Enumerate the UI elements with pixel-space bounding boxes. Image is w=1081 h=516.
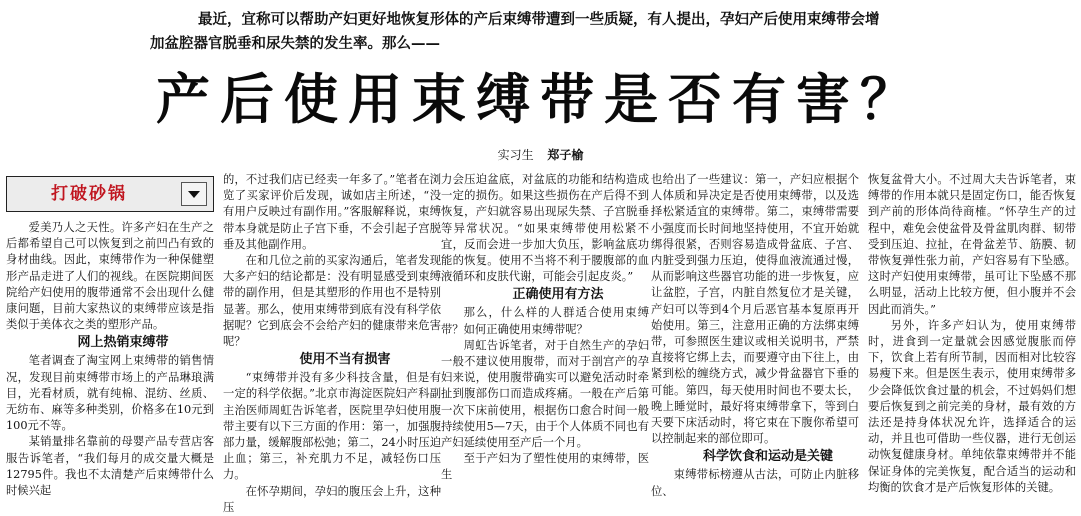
- section-heading: 科学饮食和运动是关键: [702, 449, 833, 465]
- paragraph: 恢复盆骨大小。不过周大夫告诉笔者，束缚带的作用本就只是固定伤口，能否恢复到产前的形体尚待商榷。“怀孕生产的过程中，难免会使盆骨及骨盆肌肉群、韧带受到压迫、拉扯，在骨盆差节、筋膜、韧带恢复弹性张力前，产妇容易有下坠感。这时产妇使用束缚带，虽可让下坠感不那么明显，活动上比较方便，但小腹并不会因此而消失。”: [868, 173, 1076, 316]
- paragraph: 爱美乃人之天性。许多产妇在生产之后都希望自己可以恢复到之前凹凸有致的身材曲线。因此，束缚带作为一种保健塑形产品走进了人们的视线。在医院期间医院给产妇使用的腹带通常不会出现什么健康问题，目前大家热议的束缚带应该是指类似于美体衣之类的塑形产品。: [6, 221, 214, 332]
- paragraph: 在怀孕期间，孕妇的腹压会上升，这种压: [223, 484, 441, 514]
- paragraph: “束缚带并没有多少科技含量，但是有一定的科学依据。”北京市海淀医院妇产科副主治医师周虹告诉笔者，医院里孕妇使用腹带主要有以下三方面的作用：第一，加强腹部力量，缓解腹部松弛；第二，24小时压迫止血；第三，补充肌力不足，减轻伤口压力。: [223, 371, 441, 482]
- paragraph: 某销量排名靠前的母婴产品专营店客服告诉笔者，“我们每月的成交量大概是12795件。我也不太清楚产后束缚带什么时候兴起: [6, 435, 214, 498]
- paragraph: 的，不过我们店已经卖一年多了。”笔者在浏览了买家评价后发现，诚如店主所述，“没有用户反映过有副作用。”客服解释说，束缚带本身就是防止子宫下垂，不会引起子宫脱垂及其他副作用。: [223, 173, 441, 251]
- column-3: [441, 172, 649, 480]
- paragraph: 至于产妇为了塑性使用的束缚带，医生: [441, 452, 649, 482]
- dropdown-button[interactable]: [181, 182, 207, 206]
- byline-author: 郑子榆: [547, 148, 584, 162]
- column-4: [651, 172, 859, 498]
- section-heading: 正确使用有方法: [512, 287, 604, 303]
- sidebar-box-title: 打破砂锅: [51, 184, 127, 204]
- column-5: [868, 172, 1076, 494]
- section-heading: 网上热销束缚带: [77, 335, 169, 351]
- paragraph: 也给出了一些建议：第一，产妇应根据个人体质和异决定是否使用束缚带，以及选择松紧适宜的束缚带。第二，束缚带需要小强度而长时间地坚持使用，不宜开始就绑得很紧，否则容易造成骨盆底、子宫、内脏受到强力压迫，使得血液流通过慢，从而影响这些器官功能的进一步恢复，应让盆腔，子宫，内脏自然复位才是关键，产妇可以等到4个月后恶官基本复原再开始使用。第三，注意用正确的方法绑束缚带，可参照医生建议或相关说明书，严禁直接将它绑上去，而要遵守由下往上，由紧到松的缠绕方式，减少骨盆器官下垂的可能。第四，每天使用时间也不要太长，晚上睡觉时，最好将束缚带拿下，等到白天要下床活动时，将它束在下腹你希望可以控制起来的部位即可。: [651, 173, 859, 446]
- chevron-down-icon: [188, 191, 200, 198]
- byline-role: 实习生: [497, 148, 534, 162]
- lead-line-2: 加盆腔器官脱垂和尿失禁的发生率。那么——: [150, 36, 440, 52]
- section-heading: 使用不当有损害: [299, 352, 391, 368]
- paragraph: 束缚带标榜遵从古法，可防止内脏移位、: [651, 468, 859, 498]
- sidebar-box: [6, 176, 214, 212]
- paragraph: 在和几位之前的买家沟通后，笔者发现大多产妇的结论都是：没有明显感受到束缚带的副作用，但是其塑形的作用也不是特别显著。那么，使用束缚带到底有没有科学依据呢？它到底会不会给产妇的健康带来危害呢？: [223, 254, 441, 349]
- column-2: [223, 172, 441, 514]
- column-1: [6, 172, 214, 498]
- lead-line-1: 最近，宜称可以帮助产妇更好地恢复形体的产后束缚带遭到一些质疑，有人提出，孕妇产后使用束缚带会增: [198, 12, 880, 28]
- lead-paragraph: [150, 8, 1030, 56]
- paragraph: 另外，许多产妇认为，使用束缚带时，进食到一定量就会因感觉腹胀而停下，饮食上若有所节制，因而相对比较容易瘦下来。但是医生表示，使用束缚带多少会降低饮食过量的机会，不过妈妈们想要后恢复到之前完美的身材，最有效的方法还是持身体状况允许，选择适合的运动，并且也可借助一些仪器，进行无创运动恢复健康身材。单纯依靠束缚带并不能保证身体的完美恢复，配合适当的运动和均衡的饮食才是产后恢复形体的关键。: [868, 318, 1076, 494]
- paragraph: 周虹告诉笔者，对于自然生产的孕妇一般不建议使用腹带，而对于剖宫产的孕妇来说，使用腹带确实可以避免活动时牵扯到腹部伤口而造成疼痛。一般在产后第一次下床前使用，根据伤口愈合时间一般持续使用5—7天，由于个人体质不同也有产妇延续使用至产后一个月。: [441, 338, 649, 450]
- paragraph: 那么，什么样的人群适合使用束缚带？如何正确使用束缚带呢？: [441, 306, 649, 336]
- paragraph: 笔者调查了淘宝网上束缚带的销售情况，发现目前束缚带市场上的产品琳琅满目，光看材质，就有纯棉、混纺、丝质、无纺布、麻等多种类别，价格多在10元到100元不等。: [6, 354, 214, 433]
- byline: [0, 146, 1081, 164]
- article-headline: 产后使用束缚带是否有害？: [156, 68, 924, 131]
- paragraph: 力会压迫盆底，对盆底的功能和结构造成一定的损伤。如果这些损伤在产后得不到恢复，产妇就容易出现尿失禁、子宫脱垂等异常状况。“如果束缚带使用松紧不宜，反而会进一步加大负压，影响盆底功能的恢复。使用不当将不利于腰腹部的血液循环和皮肤代谢，可能会引起皮炎。”: [441, 173, 649, 284]
